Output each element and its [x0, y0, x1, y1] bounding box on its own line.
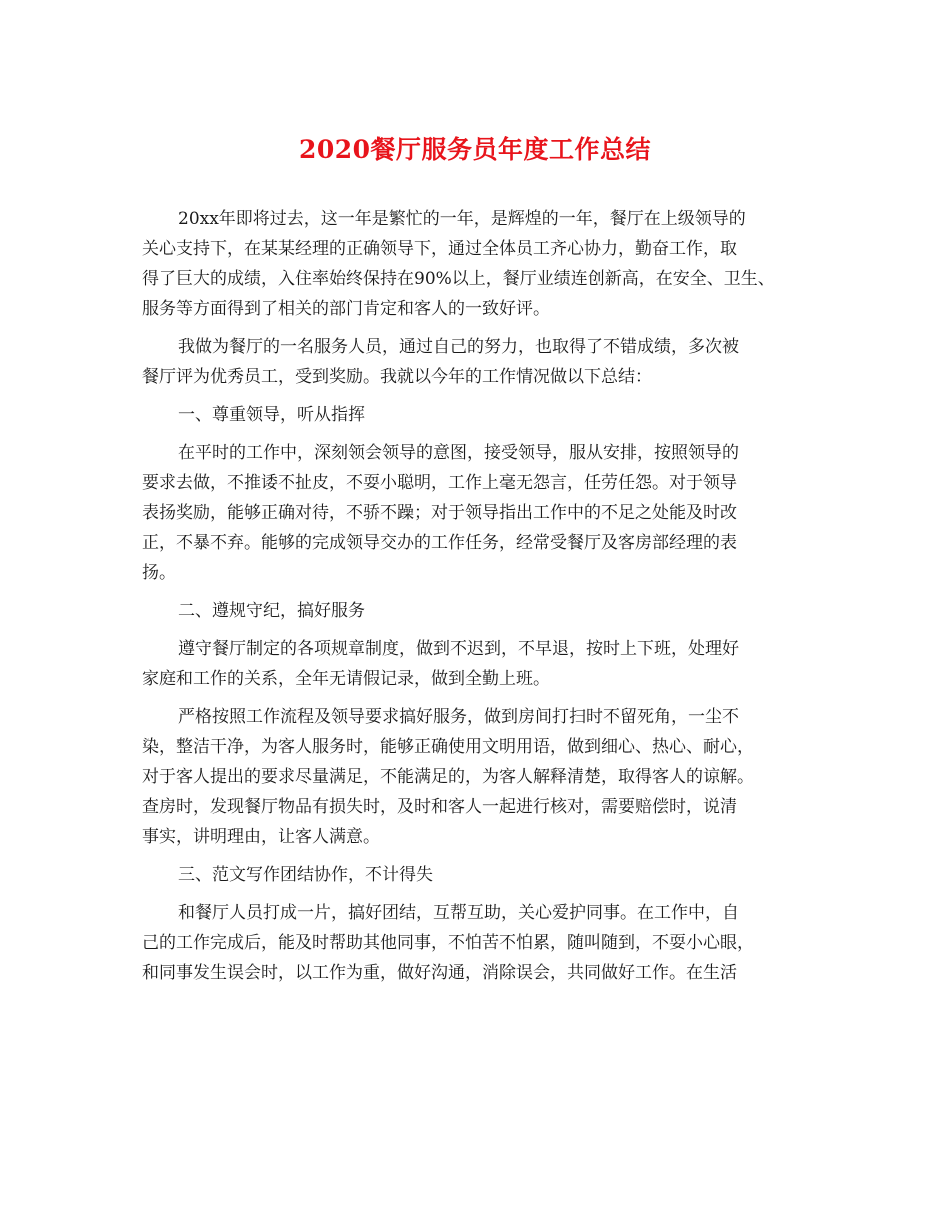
text-line: 查房时，发现餐厅物品有损失时，及时和客人一起进行核对，需要赔偿时，说清 [142, 797, 737, 817]
paragraph [142, 702, 806, 852]
paragraph [142, 204, 806, 324]
text-line: 表扬奖励，能够正确对待，不骄不躁；对于领导指出工作中的不足之处能及时改 [142, 503, 737, 523]
text-line: 餐厅评为优秀员工，受到奖励。我就以今年的工作情况做以下总结： [142, 367, 652, 387]
text-line: 三、范文写作团结协作，不计得失 [178, 865, 433, 885]
text-line: 遵守餐厅制定的各项规章制度，做到不迟到，不早退，按时上下班，处理好 [178, 639, 739, 659]
text-line: 对于客人提出的要求尽量满足，不能满足的，为客人解释清楚，取得客人的谅解。 [142, 767, 754, 787]
text-line: 我做为餐厅的一名服务人员，通过自己的努力，也取得了不错成绩，多次被 [178, 337, 739, 357]
text-line: 在平时的工作中，深刻领会领导的意图，接受领导，服从安排，按照领导的 [178, 443, 739, 463]
text-line: 和同事发生误会时，以工作为重，做好沟通，消除误会，共同做好工作。在生活 [142, 963, 737, 983]
text-line: 事实，讲明理由，让客人满意。 [142, 827, 380, 847]
document-title: 2020餐厅服务员年度工作总结 [298, 135, 652, 164]
text-line: 严格按照工作流程及领导要求搞好服务，做到房间打扫时不留死角，一尘不 [178, 707, 739, 727]
paragraph [142, 332, 806, 392]
text-line: 得了巨大的成绩，入住率始终保持在90%以上，餐厅业绩连创新高，在安全、卫生、 [142, 269, 775, 289]
text-line: 扬。 [142, 563, 176, 583]
section-heading [142, 596, 806, 626]
text-line: 正，不暴不弃。能够的完成领导交办的工作任务，经常受餐厅及客房部经理的表 [142, 533, 737, 553]
text-line: 服务等方面得到了相关的部门肯定和客人的一致好评。 [142, 299, 550, 319]
paragraph [142, 898, 806, 988]
text-line: 要求去做，不推诿不扯皮，不耍小聪明，工作上毫无怨言，任劳任怨。对于领导 [142, 473, 737, 493]
text-line: 染，整洁干净，为客人服务时，能够正确使用文明用语，做到细心、热心、耐心， [142, 737, 754, 757]
text-line: 一、尊重领导，听从指挥 [178, 405, 365, 425]
text-line: 和餐厅人员打成一片，搞好团结，互帮互助，关心爱护同事。在工作中，自 [178, 903, 739, 923]
section-heading [142, 400, 806, 430]
document-body [142, 204, 806, 988]
paragraph [142, 634, 806, 694]
text-line: 家庭和工作的关系，全年无请假记录，做到全勤上班。 [142, 669, 550, 689]
text-line: 20xx年即将过去，这一年是繁忙的一年，是辉煌的一年，餐厅在上级领导的 [178, 209, 746, 229]
paragraph [142, 438, 806, 588]
text-line: 二、遵规守纪，搞好服务 [178, 601, 365, 621]
text-line: 关心支持下，在某某经理的正确领导下，通过全体员工齐心协力，勤奋工作，取 [142, 239, 737, 259]
text-line: 己的工作完成后，能及时帮助其他同事，不怕苦不怕累，随叫随到，不耍小心眼， [142, 933, 754, 953]
section-heading [142, 860, 806, 890]
